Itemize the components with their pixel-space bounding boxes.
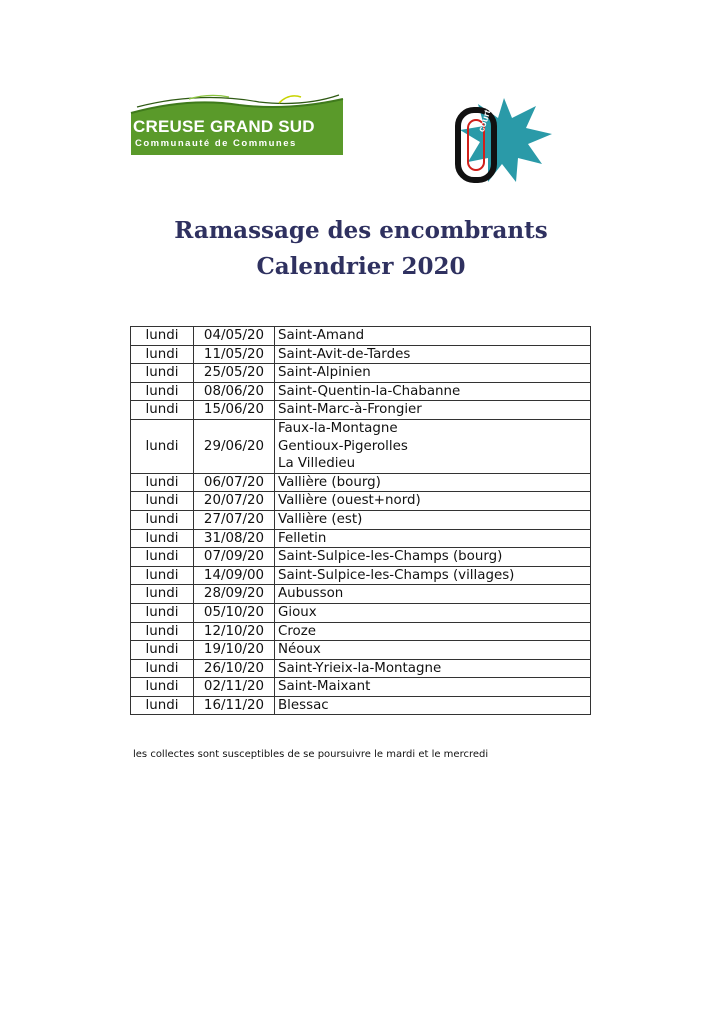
table-row: [131, 382, 591, 401]
commune-name: Croze: [278, 623, 317, 639]
day-cell: lundi: [131, 492, 194, 511]
court-circuit-logo-text: court-circuit: [476, 80, 502, 134]
day-cell: lundi: [131, 364, 194, 383]
table-row: [131, 529, 591, 548]
date-cell: 14/09/00: [194, 566, 275, 585]
day-cell: lundi: [131, 473, 194, 492]
day-cell: lundi: [131, 419, 194, 473]
commune-name: Saint-Alpinien: [278, 365, 371, 381]
day-cell: lundi: [131, 603, 194, 622]
commune-name: Saint-Maixant: [278, 679, 371, 695]
table-row: [131, 364, 591, 383]
date-cell: 12/10/20: [194, 622, 275, 641]
day-cell: lundi: [131, 401, 194, 420]
commune-name: Saint-Avit-de-Tardes: [278, 346, 411, 362]
commune-name: Saint-Sulpice-les-Champs (bourg): [278, 549, 503, 565]
day-cell: lundi: [131, 696, 194, 715]
table-row: [131, 696, 591, 715]
commune-name: Saint-Quentin-la-Chabanne: [278, 383, 461, 399]
table-row: [131, 492, 591, 511]
table-row: [131, 345, 591, 364]
court-circuit-star-icon: [446, 96, 556, 188]
commune-name: Gioux: [278, 604, 317, 620]
commune-cell: [275, 659, 591, 678]
date-cell: 05/10/20: [194, 603, 275, 622]
commune-name: Vallière (bourg): [278, 474, 381, 490]
commune-name: Gentioux-Pigerolles: [278, 438, 408, 454]
court-circuit-logo: [446, 80, 556, 188]
date-cell: 20/07/20: [194, 492, 275, 511]
day-cell: lundi: [131, 641, 194, 660]
commune-name: Felletin: [278, 530, 327, 546]
date-cell: 26/10/20: [194, 659, 275, 678]
commune-cell: [275, 473, 591, 492]
commune-cell: [275, 327, 591, 346]
commune-cell: [275, 641, 591, 660]
table-row: [131, 401, 591, 420]
commune-cell: [275, 603, 591, 622]
commune-name: Néoux: [278, 642, 321, 658]
day-cell: lundi: [131, 529, 194, 548]
schedule-table-body: [131, 327, 591, 715]
date-cell: 29/06/20: [194, 419, 275, 473]
creuse-grand-sud-logo: [129, 93, 349, 161]
commune-cell: [275, 382, 591, 401]
commune-cell: [275, 419, 591, 473]
logo-brand-text: CREUSE GRAND SUD: [133, 117, 315, 136]
footnote: les collectes sont susceptibles de se poursuivre le mardi et le mercredi: [133, 749, 489, 760]
commune-cell: [275, 585, 591, 604]
date-cell: 06/07/20: [194, 473, 275, 492]
date-cell: 07/09/20: [194, 548, 275, 567]
table-row: [131, 510, 591, 529]
date-cell: 02/11/20: [194, 678, 275, 697]
date-cell: 25/05/20: [194, 364, 275, 383]
commune-cell: [275, 622, 591, 641]
commune-name: La Villedieu: [278, 456, 356, 472]
commune-name: Vallière (est): [278, 511, 363, 527]
day-cell: lundi: [131, 622, 194, 641]
logo-subtitle-text: Communauté de Communes: [135, 138, 297, 149]
commune-cell: [275, 364, 591, 383]
table-row: [131, 473, 591, 492]
commune-name: Saint-Marc-à-Frongier: [278, 402, 422, 418]
day-cell: lundi: [131, 585, 194, 604]
date-cell: 31/08/20: [194, 529, 275, 548]
commune-cell: [275, 345, 591, 364]
day-cell: lundi: [131, 548, 194, 567]
commune-cell: [275, 696, 591, 715]
date-cell: 19/10/20: [194, 641, 275, 660]
table-row: [131, 603, 591, 622]
commune-cell: [275, 678, 591, 697]
table-row: [131, 659, 591, 678]
date-cell: 04/05/20: [194, 327, 275, 346]
commune-name: Saint-Sulpice-les-Champs (villages): [278, 567, 515, 583]
day-cell: lundi: [131, 345, 194, 364]
date-cell: 08/06/20: [194, 382, 275, 401]
commune-name: Vallière (ouest+nord): [278, 493, 421, 509]
commune-cell: [275, 492, 591, 511]
date-cell: 27/07/20: [194, 510, 275, 529]
table-row: [131, 622, 591, 641]
day-cell: lundi: [131, 382, 194, 401]
collection-schedule-table: [130, 326, 591, 715]
date-cell: 28/09/20: [194, 585, 275, 604]
table-row: [131, 566, 591, 585]
day-cell: lundi: [131, 510, 194, 529]
date-cell: 16/11/20: [194, 696, 275, 715]
commune-name: Faux-la-Montagne: [278, 420, 398, 436]
commune-cell: [275, 529, 591, 548]
page-title: Ramassage des encombrants: [174, 217, 548, 244]
commune-name: Saint-Yrieix-la-Montagne: [278, 660, 442, 676]
table-row: [131, 548, 591, 567]
table-row: [131, 327, 591, 346]
day-cell: lundi: [131, 327, 194, 346]
commune-name: Saint-Amand: [278, 328, 365, 343]
day-cell: lundi: [131, 566, 194, 585]
commune-cell: [275, 401, 591, 420]
commune-name: Blessac: [278, 697, 329, 713]
table-row: [131, 641, 591, 660]
commune-cell: [275, 510, 591, 529]
date-cell: 15/06/20: [194, 401, 275, 420]
page-subtitle: Calendrier 2020: [256, 253, 466, 280]
day-cell: lundi: [131, 659, 194, 678]
table-row: [131, 419, 591, 473]
table-row: [131, 678, 591, 697]
table-row: [131, 585, 591, 604]
commune-cell: [275, 548, 591, 567]
commune-cell: [275, 566, 591, 585]
commune-name: Aubusson: [278, 586, 344, 602]
date-cell: 11/05/20: [194, 345, 275, 364]
day-cell: lundi: [131, 678, 194, 697]
